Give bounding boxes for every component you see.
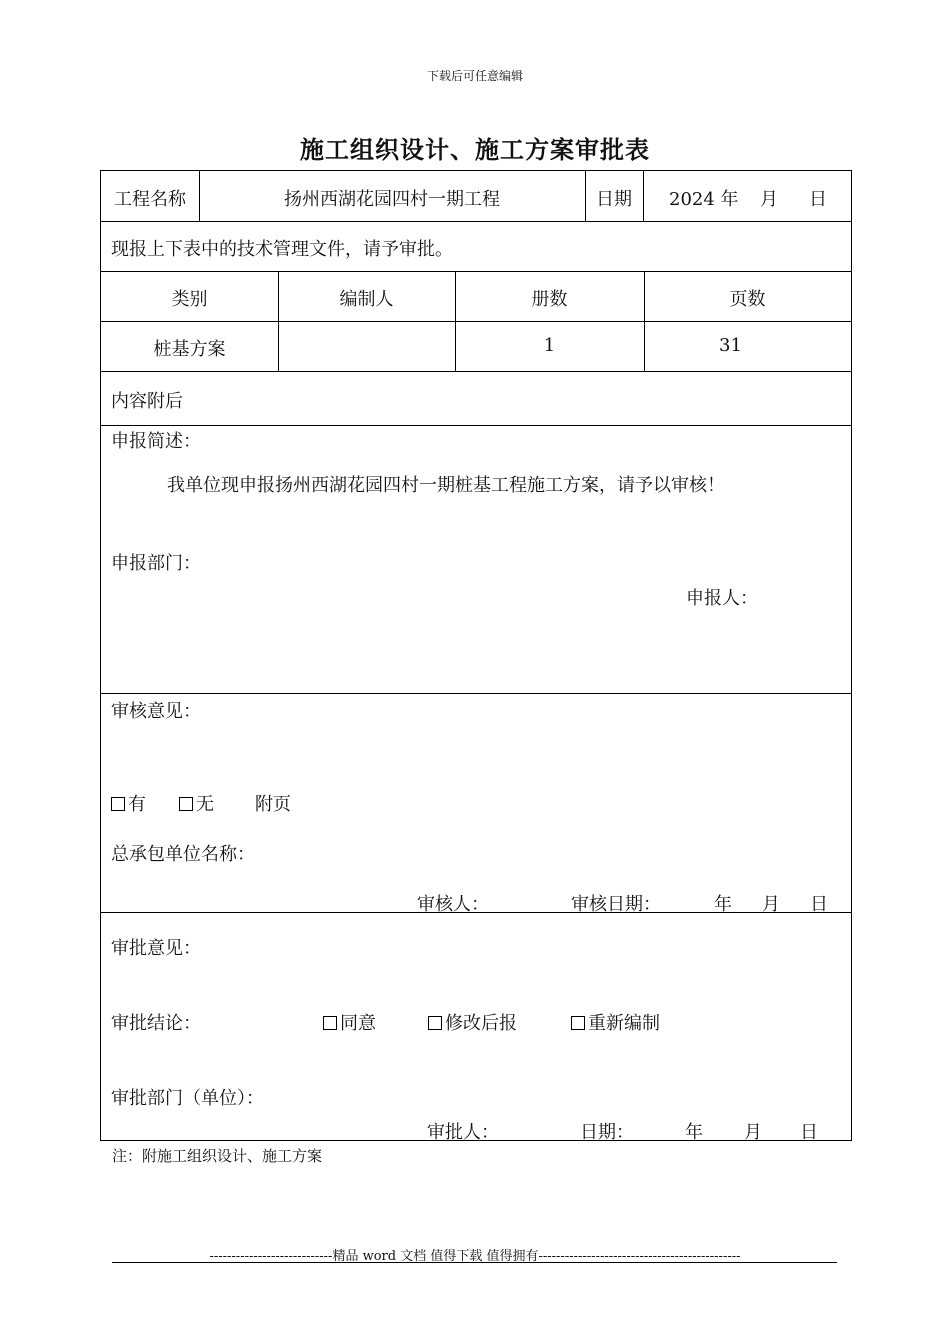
row-divider <box>101 693 851 694</box>
review-date-label: 审核日期： <box>571 894 661 915</box>
declaring-dept-label: 申报部门： <box>111 553 201 574</box>
col-header-pages: 页数 <box>729 289 766 310</box>
content-after: 内容附后 <box>111 391 183 412</box>
review-year: 年 <box>714 894 732 915</box>
attachment-page-label: 附页 <box>255 794 291 815</box>
footer-rule <box>112 1262 837 1263</box>
header-note: 下载后可任意编辑 <box>426 69 523 83</box>
review-day: 日 <box>810 894 828 915</box>
approval-date-label: 日期： <box>580 1122 634 1143</box>
project-name-label: 工程名称 <box>114 189 186 210</box>
date-label: 日期 <box>596 189 632 210</box>
checkbox[interactable] <box>571 1016 585 1030</box>
col-header-volumes: 册数 <box>531 289 568 310</box>
col-header-author: 编制人 <box>339 289 394 310</box>
cell-pages: 31 <box>719 335 742 356</box>
approval-opinion-label: 审批意见： <box>111 938 201 959</box>
footer-text: ----------------------------精品 word 文档 值得下载 值得拥有---------------------------------------------- <box>209 1249 741 1264</box>
intro-text: 现报上下表中的技术管理文件，请予审批。 <box>111 239 453 260</box>
declaration-body: 我单位现申报扬州西湖花园四村一期桩基工程施工方案，请予以审核！ <box>167 475 725 496</box>
date-day: 日 <box>809 189 827 210</box>
col-header-category: 类别 <box>171 289 208 310</box>
checkbox[interactable] <box>179 797 193 811</box>
approving-dept-label: 审批部门（单位）： <box>111 1088 264 1109</box>
checkbox[interactable] <box>111 797 125 811</box>
cell-volumes: 1 <box>543 335 556 356</box>
row-divider <box>101 271 851 272</box>
review-month: 月 <box>762 894 780 915</box>
option-agree[interactable]: 同意 <box>323 1009 376 1035</box>
row-divider <box>101 371 851 372</box>
date-year: 2024 年 <box>669 189 739 210</box>
approval-conclusion-label: 审批结论： <box>111 1013 201 1034</box>
declarant-label: 申报人： <box>686 588 758 609</box>
reviewer-label: 审核人： <box>417 894 489 915</box>
checkbox[interactable] <box>428 1016 442 1030</box>
option-has-attachment[interactable]: 有 <box>111 790 146 816</box>
approver-label: 审批人： <box>427 1122 499 1143</box>
contractor-name-label: 总承包单位名称： <box>111 844 255 865</box>
review-opinion-label: 审核意见： <box>111 701 201 722</box>
declaration-label: 申报简述： <box>111 431 201 452</box>
date-month: 月 <box>760 189 778 210</box>
checkbox[interactable] <box>323 1016 337 1030</box>
form-title: 施工组织设计、施工方案审批表 <box>300 135 650 164</box>
cell-category: 桩基方案 <box>153 339 226 360</box>
row-divider <box>101 221 851 222</box>
footnote: 注：附施工组织设计、施工方案 <box>112 1147 323 1165</box>
col-divider <box>643 171 644 221</box>
approval-day: 日 <box>800 1122 818 1143</box>
approval-month: 月 <box>744 1122 762 1143</box>
option-no-attachment[interactable]: 无 <box>179 790 214 816</box>
row-divider <box>101 321 851 322</box>
project-name-value: 扬州西湖花园四村一期工程 <box>284 189 500 210</box>
option-revise-resubmit[interactable]: 修改后报 <box>428 1009 517 1035</box>
approval-year: 年 <box>685 1122 703 1143</box>
approval-form-table <box>100 170 852 1141</box>
option-recompile[interactable]: 重新编制 <box>571 1009 660 1035</box>
row-divider <box>101 425 851 426</box>
